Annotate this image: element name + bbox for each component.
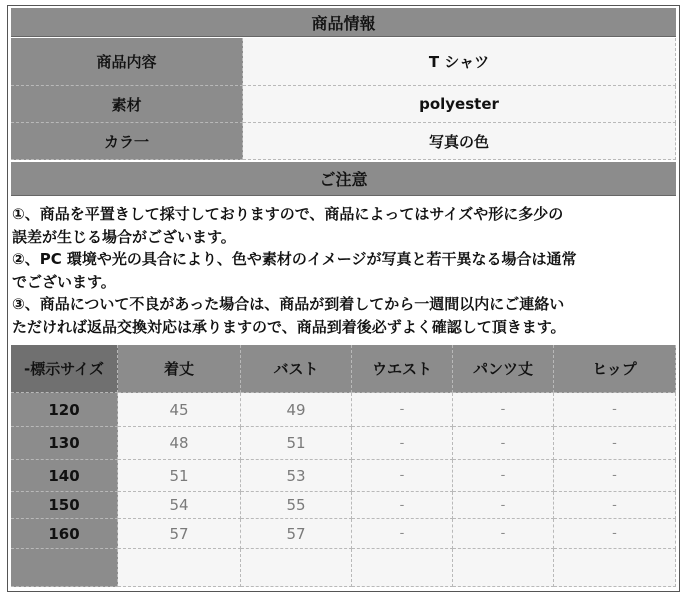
waist-cell: - (352, 393, 453, 427)
waist-cell: - (352, 427, 453, 460)
info-value-material: polyester (243, 86, 676, 123)
size-table-header (11, 345, 676, 393)
waist-cell: - (352, 519, 453, 549)
info-row-material (11, 86, 676, 123)
length-cell: 51 (118, 460, 241, 492)
info-label-content: 商品内容 (11, 38, 243, 86)
length-col-header: 着丈 (118, 345, 241, 393)
notice-line: ①、商品を平置きして採寸しておりますので、商品によってはサイズや形に多少の (12, 205, 564, 223)
notice-line: ②、PC 環境や光の具合により、色や素材のイメージが写真と若干異なる場合は通常 (12, 250, 577, 269)
size-cell: 150 (11, 492, 118, 519)
info-label-color: カラ一 (11, 123, 243, 160)
size-cell: 120 (11, 393, 118, 427)
hip-col-header: ヒップ (554, 345, 676, 393)
pants-length-cell: - (453, 427, 554, 460)
pants-length-col-header: パンツ丈 (453, 345, 554, 393)
hip-cell: - (554, 393, 676, 427)
bust-cell: 49 (241, 393, 352, 427)
table-row (11, 393, 676, 427)
table-row (11, 460, 676, 492)
bust-cell: 55 (241, 492, 352, 519)
bust-cell: 53 (241, 460, 352, 492)
empty-cell (554, 549, 676, 587)
empty-cell (453, 549, 554, 587)
product-info-sheet (7, 5, 680, 592)
length-cell: 45 (118, 393, 241, 427)
size-cell: 130 (11, 427, 118, 460)
info-value-content: T シャツ (243, 38, 676, 86)
info-label-material: 素材 (11, 86, 243, 123)
size-cell: 140 (11, 460, 118, 492)
length-cell: 54 (118, 492, 241, 519)
empty-cell (11, 549, 118, 587)
info-row-content (11, 38, 676, 86)
hip-cell: - (554, 519, 676, 549)
waist-col-header: ウエスト (352, 345, 453, 393)
table-row-empty (11, 549, 676, 587)
size-cell: 160 (11, 519, 118, 549)
waist-cell: - (352, 492, 453, 519)
bust-cell: 51 (241, 427, 352, 460)
hip-cell: - (554, 427, 676, 460)
info-row-color (11, 123, 676, 160)
bust-col-header: バスト (241, 345, 352, 393)
pants-length-cell: - (453, 492, 554, 519)
table-row (11, 427, 676, 460)
empty-cell (118, 549, 241, 587)
bust-cell: 57 (241, 519, 352, 549)
notice-text (12, 203, 676, 339)
notice-header: ご注意 (11, 162, 676, 196)
hip-cell: - (554, 460, 676, 492)
table-row (11, 492, 676, 519)
info-value-color: 写真の色 (243, 123, 676, 160)
table-row (11, 519, 676, 549)
pants-length-cell: - (453, 519, 554, 549)
empty-cell (241, 549, 352, 587)
pants-length-cell: - (453, 460, 554, 492)
length-cell: 48 (118, 427, 241, 460)
hip-cell: - (554, 492, 676, 519)
length-cell: 57 (118, 519, 241, 549)
notice-line: 誤差が生じる場合がございます。 (12, 227, 236, 246)
notice-line: ただければ返品交換対応は承りますので、商品到着後必ずよく確認して頂きます。 (12, 317, 566, 336)
notice-line: でございます。 (12, 272, 116, 291)
size-col-header: -標示サイズ (11, 345, 118, 393)
empty-cell (352, 549, 453, 587)
notice-line: ③、商品について不良があった場合は、商品が到着してから一週間以内にご連絡い (12, 295, 565, 314)
waist-cell: - (352, 460, 453, 492)
product-info-header: 商品情報 (11, 8, 676, 37)
pants-length-cell: - (453, 393, 554, 427)
